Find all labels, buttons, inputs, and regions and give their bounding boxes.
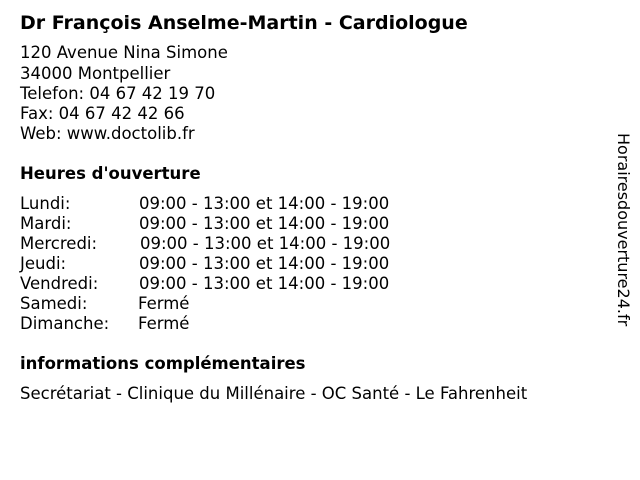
hours-row-thursday bbox=[20, 254, 600, 274]
time-value: 09:00 - 13:00 et 14:00 - 19:00 bbox=[140, 234, 391, 253]
time-value: 09:00 - 13:00 et 14:00 - 19:00 bbox=[139, 254, 390, 273]
day-label: Mardi: bbox=[20, 214, 72, 233]
day-label: Vendredi: bbox=[20, 274, 99, 293]
hours-row-saturday bbox=[20, 294, 600, 314]
address-street: 120 Avenue Nina Simone bbox=[20, 43, 228, 62]
brand-watermark-text: Horairesdouverture24.fr bbox=[614, 133, 633, 327]
day-label: Samedi: bbox=[20, 294, 88, 313]
fax-number: Fax: 04 67 42 42 66 bbox=[20, 104, 185, 123]
phone-number: Telefon: 04 67 42 19 70 bbox=[20, 84, 216, 103]
hours-row-friday bbox=[20, 274, 600, 294]
additional-info-heading: informations complémentaires bbox=[20, 354, 306, 373]
opening-hours-heading: Heures d'ouverture bbox=[20, 164, 201, 183]
time-value: 09:00 - 13:00 et 14:00 - 19:00 bbox=[139, 194, 390, 213]
day-label: Mercredi: bbox=[20, 234, 98, 253]
hours-row-wednesday bbox=[20, 234, 600, 254]
address-city: 34000 Montpellier bbox=[20, 64, 171, 83]
day-label: Jeudi: bbox=[20, 254, 67, 273]
hours-row-tuesday bbox=[20, 214, 600, 234]
additional-info-text: Secrétariat - Clinique du Millénaire - OC Santé - Le Fahrenheit bbox=[20, 384, 528, 403]
brand-watermark bbox=[611, 133, 637, 345]
time-value: Fermé bbox=[138, 294, 190, 313]
time-value: 09:00 - 13:00 et 14:00 - 19:00 bbox=[139, 214, 390, 233]
hours-row-monday bbox=[20, 194, 600, 214]
time-value: Fermé bbox=[138, 314, 190, 333]
day-label: Lundi: bbox=[20, 194, 71, 213]
page-title: Dr François Anselme-Martin - Cardiologue bbox=[20, 12, 468, 34]
day-label: Dimanche: bbox=[20, 314, 110, 333]
time-value: 09:00 - 13:00 et 14:00 - 19:00 bbox=[139, 274, 390, 293]
hours-row-sunday bbox=[20, 314, 600, 334]
website: Web: www.doctolib.fr bbox=[20, 124, 195, 143]
